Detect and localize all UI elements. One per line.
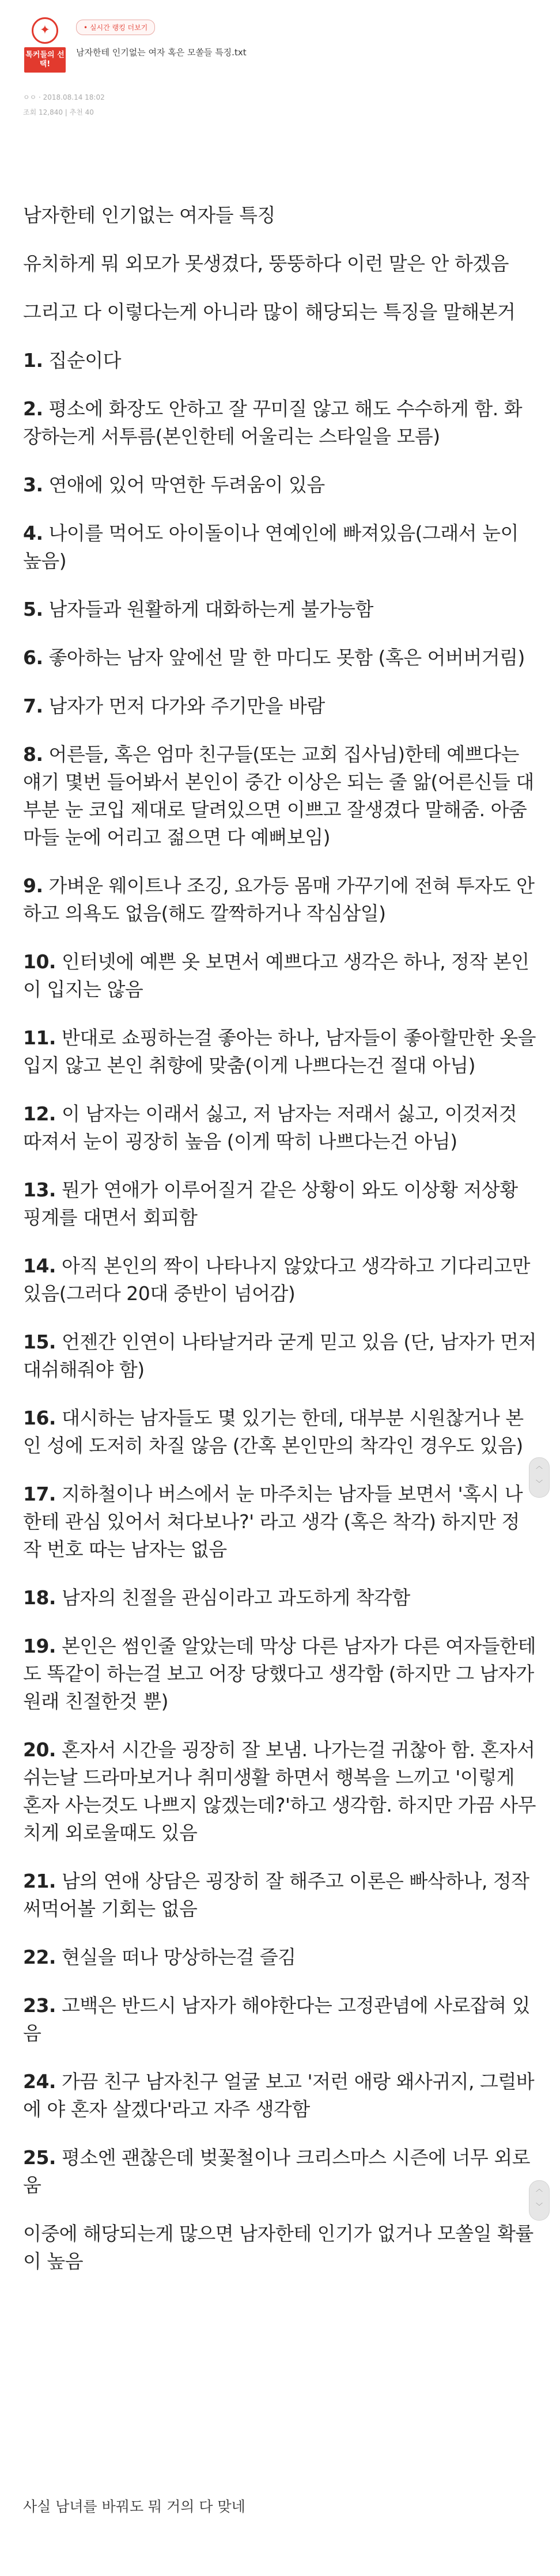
list-item: [23, 1632, 537, 1715]
item-number: 5.: [23, 598, 43, 620]
item-number: 18.: [23, 1586, 56, 1609]
list-item: [23, 1480, 537, 1563]
item-text: 현실을 떠나 망상하는걸 즐김: [55, 1946, 296, 1968]
item-text: 가끔 친구 남자친구 얼굴 보고 '저런 애랑 왜사귀지, 그럴바에 야 혼자 살겠다'라고 자주 생각함: [23, 2070, 535, 2120]
item-number: 10.: [23, 950, 56, 973]
list-item: [23, 1944, 537, 1971]
list-item: [23, 1024, 537, 1079]
item-text: 아직 본인의 짝이 나타나지 않았다고 생각하고 기다리고만 있음(그러다 20대 중반이 넘어감): [23, 1255, 530, 1305]
item-text: 남자가 먼저 다가와 주기만을 바람: [43, 695, 325, 717]
list-item: [23, 596, 537, 623]
item-number: 23.: [23, 1994, 56, 2017]
item-number: 4.: [23, 522, 43, 544]
realtime-ranking-link[interactable]: • 실시간 랭킹 더보기: [76, 20, 155, 35]
item-number: 15.: [23, 1331, 56, 1353]
item-number: 25.: [23, 2146, 56, 2169]
item-text: 연애에 있어 막연한 두려움이 있음: [43, 473, 325, 496]
list-item: [23, 1584, 537, 1612]
list-item: [23, 1992, 537, 2047]
item-text: 나이를 먹어도 아이돌이나 연예인에 빠져있음(그래서 눈이 높음): [23, 522, 519, 572]
list-item: [23, 1404, 537, 1460]
item-number: 17.: [23, 1483, 56, 1505]
scroll-up-icon[interactable]: ︿: [535, 1462, 543, 1470]
item-text: 이 남자는 이래서 싫고, 저 남자는 저래서 싫고, 이것저것 따져서 눈이 굉장히 높음 (이게 딱히 나쁘다는건 아님): [23, 1103, 517, 1153]
post-author-date: ㅇㅇ · 2018.08.14 18:02: [23, 93, 105, 101]
paragraph: [23, 298, 537, 326]
post-body: [23, 202, 537, 2296]
talker-pick-label: 톡커들의 선택!: [24, 47, 66, 73]
item-text: 어른들, 혹은 엄마 친구들(또는 교회 집사님)한테 예쁘다는 얘기 몇번 들어봐서 본인이 중간 이상은 되는 줄 앎(어른신들 대부분 눈 코입 제대로 달려있으면 이쁘고 잘생겼다 말해줌. 아줌마들 눈에 어리고 젊으면 다 예뻐보임): [23, 743, 534, 848]
item-number: 13.: [23, 1179, 56, 1201]
item-number: 22.: [23, 1946, 56, 1968]
item-text: 평소에 화장도 안하고 잘 꾸미질 않고 해도 수수하게 함. 화장하는게 서투름(본인한테 어울리는 스타일을 모름): [23, 397, 523, 448]
talker-pick-badge: [24, 17, 66, 73]
scroll-buttons-bottom[interactable]: [529, 2180, 550, 2221]
item-text: 집순이다: [43, 349, 122, 372]
item-number: 2.: [23, 397, 43, 420]
item-number: 12.: [23, 1103, 56, 1125]
item-text: 남의 연애 상담은 굉장히 잘 해주고 이론은 빠삭하나, 정작 써먹어볼 기회는 없음: [23, 1870, 529, 1920]
item-number: 3.: [23, 473, 43, 496]
item-text: 남자들과 원활하게 대화하는게 불가능함: [43, 598, 373, 620]
item-number: 19.: [23, 1635, 56, 1657]
item-number: 6.: [23, 646, 43, 669]
item-text: 가벼운 웨이트나 조깅, 요가등 몸매 가꾸기에 전혀 투자도 안 하고 의욕도 없음(해도 깔짝하거나 작심삼일): [23, 874, 535, 925]
scroll-down-icon[interactable]: ﹀: [535, 1479, 543, 1487]
item-text: 고백은 반드시 남자가 해야한다는 고정관념에 사로잡혀 있음: [23, 1994, 530, 2044]
item-text: 인터넷에 예쁜 옷 보면서 예쁘다고 생각은 하나, 정작 본인이 입지는 않음: [23, 950, 529, 1001]
item-number: 24.: [23, 2070, 56, 2093]
item-text: 반대로 쇼핑하는걸 좋아는 하나, 남자들이 좋아할만한 옷을 입지 않고 본인 취향에 맞춤(이게 나쁘다는건 절대 아님): [23, 1026, 536, 1077]
list-item: [23, 741, 537, 851]
post-header: [0, 0, 560, 132]
item-text: 그리고 다 이렇다는게 아니라 많이 해당되는 특징을 말해본거: [23, 301, 516, 323]
item-text: 남자한테 인기없는 여자들 특징: [23, 204, 275, 226]
list-item: [23, 1328, 537, 1384]
list-item: [23, 644, 537, 672]
scroll-buttons-top[interactable]: [529, 1457, 550, 1498]
list-item: [23, 872, 537, 927]
post-title: 남자한테 인기없는 여자 혹은 모쏠들 특징.txt: [76, 47, 247, 58]
list-item: [23, 347, 537, 374]
item-text: 좋아하는 남자 앞에선 말 한 마디도 못함 (혹은 어버버거림): [43, 646, 525, 669]
list-item: [23, 1736, 537, 1847]
list-item: [23, 520, 537, 575]
item-number: 1.: [23, 349, 43, 372]
paragraph: [23, 250, 537, 278]
item-text: 언젠간 인연이 나타날거라 굳게 믿고 있음 (단, 남자가 먼저 대쉬해줘야 함): [23, 1331, 536, 1381]
item-text: 지하철이나 버스에서 눈 마주치는 남자들 보면서 '혹시 나한테 관심 있어서 쳐다보나?' 라고 생각 (혹은 착각) 하지만 정작 번호 따는 남자는 없음: [23, 1483, 523, 1560]
list-item: [23, 1252, 537, 1308]
scroll-up-icon[interactable]: ︿: [535, 2185, 543, 2193]
list-item: [23, 1100, 537, 1156]
pann-logo-icon: ✦: [32, 17, 58, 44]
item-number: 9.: [23, 874, 43, 897]
item-text: 뭔가 연애가 이루어질거 같은 상황이 와도 이상황 저상황 핑계를 대면서 회피함: [23, 1179, 518, 1229]
item-number: 20.: [23, 1738, 56, 1761]
item-number: 21.: [23, 1870, 56, 1892]
list-item: [23, 948, 537, 1003]
post-stats: 조회 12,840 | 추천 40: [23, 108, 94, 116]
item-number: 16.: [23, 1407, 56, 1429]
scroll-down-icon[interactable]: ﹀: [535, 2202, 543, 2210]
item-number: 14.: [23, 1255, 56, 1277]
list-item: [23, 1867, 537, 1923]
footer-comment: 사실 남녀를 바꿔도 뭐 거의 다 맞네: [23, 2498, 245, 2515]
item-text: 이중에 해당되는게 많으면 남자한테 인기가 없거나 모쏠일 확률이 높음: [23, 2222, 533, 2272]
list-item: [23, 2144, 537, 2199]
item-text: 본인은 썸인줄 알았는데 막상 다른 남자가 다른 여자들한테도 똑같이 하는걸 보고 어장 당했다고 생각함 (하지만 그 남자가 원래 친절한것 뿐): [23, 1635, 536, 1713]
item-number: 11.: [23, 1026, 56, 1049]
paragraph: [23, 2220, 537, 2275]
list-item: [23, 395, 537, 450]
list-item: [23, 2068, 537, 2123]
list-item: [23, 1176, 537, 1232]
item-number: 8.: [23, 743, 43, 766]
item-text: 남자의 친절을 관심이라고 과도하게 착각함: [55, 1586, 410, 1609]
item-number: 7.: [23, 695, 43, 717]
item-text: 혼자서 시간을 굉장히 잘 보냄. 나가는걸 귀찮아 함. 혼자서 쉬는날 드라마보거나 취미생활 하면서 행복을 느끼고 '이렇게 혼자 사는것도 나쁘지 않겠는데?'하고 생각함. 하지만 가끔 사무치게 외로울때도 있음: [23, 1738, 536, 1844]
list-item: [23, 471, 537, 499]
list-item: [23, 692, 537, 720]
item-text: 평소엔 괜찮은데 벚꽃철이나 크리스마스 시즌에 너무 외로움: [23, 2146, 530, 2196]
item-text: 대시하는 남자들도 몇 있기는 한데, 대부분 시원찮거나 본인 성에 도저히 차질 않음 (간혹 본인만의 착각인 경우도 있음): [23, 1407, 524, 1457]
item-text: 유치하게 뭐 외모가 못생겼다, 뚱뚱하다 이런 말은 안 하겠음: [23, 252, 509, 275]
paragraph: [23, 202, 537, 229]
